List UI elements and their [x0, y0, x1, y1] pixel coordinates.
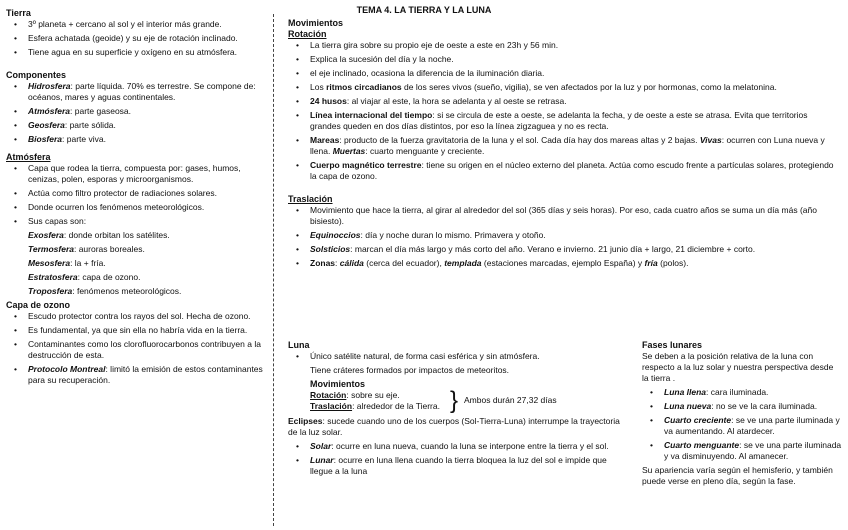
luna-craters: Tiene cráteres formados por impactos de meteoritos.	[310, 365, 510, 375]
list-item: • Actúa como filtro protector de radiaciones solares.	[28, 188, 268, 199]
ozono-list	[6, 311, 268, 386]
list-item: • Contaminantes como los clorofluorocarbonos contribuyen a la destrucción de esta.	[28, 339, 268, 361]
list-item: • Donde ocurren los fenómenos meteorológicos.	[28, 202, 268, 213]
eclipses-list	[288, 441, 628, 477]
eclipses-text: Eclipses: sucede cuando uno de los cuerpos (Sol-Tierra-Luna) interrumpe la trayectoria de la luz solar.	[288, 416, 620, 437]
list-item: • Cuarto creciente: se ve una parte iluminada y va aumentando. Al atardecer.	[664, 415, 842, 437]
capa-item: Estratosfera: capa de ozono.	[28, 272, 141, 282]
rotacion-heading: Rotación	[288, 29, 327, 39]
luna-movimientos	[302, 379, 628, 412]
list-item: • el eje inclinado, ocasiona la diferencia de la iluminación diaria.	[310, 68, 840, 79]
capas-list	[28, 230, 268, 297]
list-item: • 3º planeta + cercano al sol y el interior más grande.	[28, 19, 268, 30]
rotacion-list	[288, 40, 840, 182]
list-item: • Movimiento que hace la tierra, al girar al alrededor del sol (365 días y seis horas). Por eso, cada cuatro años se suma un día más (año bisiesto).	[310, 205, 840, 227]
tierra-list	[6, 19, 268, 58]
left-column	[6, 8, 268, 389]
column-divider	[273, 14, 274, 526]
list-item: • Escudo protector contra los rayos del sol. Hecha de ozono.	[28, 311, 268, 322]
list-item: • Atmósfera: parte gaseosa.	[28, 106, 268, 117]
fases-list	[642, 387, 842, 462]
list-item: • Sus capas son:	[28, 216, 268, 227]
list-item: • Los ritmos circadianos de los seres vivos (sueño, vigilia), se ven afectados por la luz y por hormonas, como la melatonina.	[310, 82, 840, 93]
list-item: • Geosfera: parte sólida.	[28, 120, 268, 131]
luna-rotacion: Rotación: sobre su eje.	[310, 390, 400, 400]
fases-outro: Su apariencia varía según el hemisferio, y también puede verse en pleno día, según la fase.	[642, 465, 833, 486]
luna-traslacion: Traslación: alrededor de la Tierra.	[310, 401, 440, 411]
list-item: • Protocolo Montreal: limitó la emisión de estos contaminantes para su recuperación.	[28, 364, 268, 386]
list-item: • La tierra gira sobre su propio eje de oeste a este en 23h y 56 min.	[310, 40, 840, 51]
list-item: • Zonas: cálida (cerca del ecuador), templada (estaciones marcadas, ejemplo España) y fría (polos).	[310, 258, 840, 269]
luna-movimientos-heading: Movimientos	[310, 379, 366, 389]
list-item: • Línea internacional del tiempo: si se circula de este a oeste, se adelanta la fecha, y de oeste a este se atrasa. Evita que territorios grandes queden en dos días distintos, por eso la línea zigzaguea y no es recta.	[310, 110, 840, 132]
capa-item: Exosfera: donde orbitan los satélites.	[28, 230, 170, 240]
componentes-list	[6, 81, 268, 145]
list-item: • Solsticios: marcan el día más largo y más corto del año. Verano e invierno. 21 junio día + largo, 21 diciembre + corto.	[310, 244, 840, 255]
fases-intro: Se deben a la posición relativa de la luna con respecto a la luz solar y nuestra perspectiva desde la tierra .	[642, 351, 834, 383]
list-item: • Equinoccios: día y noche duran lo mismo. Primavera y otoño.	[310, 230, 840, 241]
tierra-heading: Tierra	[6, 8, 31, 18]
list-item: • Luna nueva: no se ve la cara iluminada.	[664, 401, 842, 412]
list-item: • Es fundamental, ya que sin ella no habría vida en la tierra.	[28, 325, 268, 336]
luna-heading: Luna	[288, 340, 310, 350]
traslacion-heading: Traslación	[288, 194, 333, 204]
capa-item: Troposfera: fenómenos meteorológicos.	[28, 286, 182, 296]
document-title: TEMA 4. LA TIERRA Y LA LUNA	[356, 5, 492, 15]
list-item: • Hidrosfera: parte líquida. 70% es terrestre. Se compone de: océanos, mares y aguas continentales.	[28, 81, 268, 103]
list-item: • Luna llena: cara iluminada.	[664, 387, 842, 398]
componentes-heading: Componentes	[6, 70, 67, 80]
list-item: • Capa que rodea la tierra, compuesta por: gases, humos, cenizas, polen, esporas y microorganismos.	[28, 163, 268, 185]
brace-icon: }	[450, 387, 459, 414]
ambos-note: Ambos durán 27,32 días	[464, 395, 557, 405]
movimientos-heading: Movimientos	[288, 18, 344, 28]
list-item: • Biosfera: parte viva.	[28, 134, 268, 145]
list-item: • Cuarto menguante: se ve una parte iluminada y va disminuyendo. Al amanecer.	[664, 440, 842, 462]
list-item: • Lunar: ocurre en luna llena cuando la tierra bloquea la luz del sol e impide que llegue a la luna	[310, 455, 628, 477]
luna-section	[288, 340, 628, 480]
capa-item: Mesosfera: la + fría.	[28, 258, 106, 268]
right-column	[288, 18, 842, 486]
traslacion-list	[288, 205, 840, 269]
atmosfera-heading: Atmósfera	[6, 152, 51, 162]
capa-item: Termosfera: auroras boreales.	[28, 244, 145, 254]
list-item: • Cuerpo magnético terrestre: tiene su origen en el núcleo externo del planeta. Actúa como escudo frente a partículas solares, protegiendo la capa de ozono.	[310, 160, 840, 182]
ozono-heading: Capa de ozono	[6, 300, 71, 310]
atmosfera-list	[6, 163, 268, 227]
list-item: • Tiene agua en su superficie y oxígeno en su atmósfera.	[28, 47, 268, 58]
fases-section	[642, 340, 842, 487]
list-item: • Único satélite natural, de forma casi esférica y sin atmósfera.	[310, 351, 628, 362]
list-item: • Solar: ocurre en luna nueva, cuando la luna se interpone entre la tierra y el sol.	[310, 441, 628, 452]
fases-heading: Fases lunares	[642, 340, 703, 350]
list-item: • 24 husos: al viajar al este, la hora se adelanta y al oeste se retrasa.	[310, 96, 840, 107]
list-item: • Mareas: producto de la fuerza gravitatoria de la luna y el sol. Cada día hay dos mareas altas y 2 bajas. Vivas: ocurren con Luna nueva y llena. Muertas: cuarto menguante y creciente.	[310, 135, 840, 157]
luna-list	[288, 351, 628, 362]
list-item: • Explica la sucesión del día y la noche.	[310, 54, 840, 65]
list-item: • Esfera achatada (geoide) y su eje de rotación inclinado.	[28, 33, 268, 44]
